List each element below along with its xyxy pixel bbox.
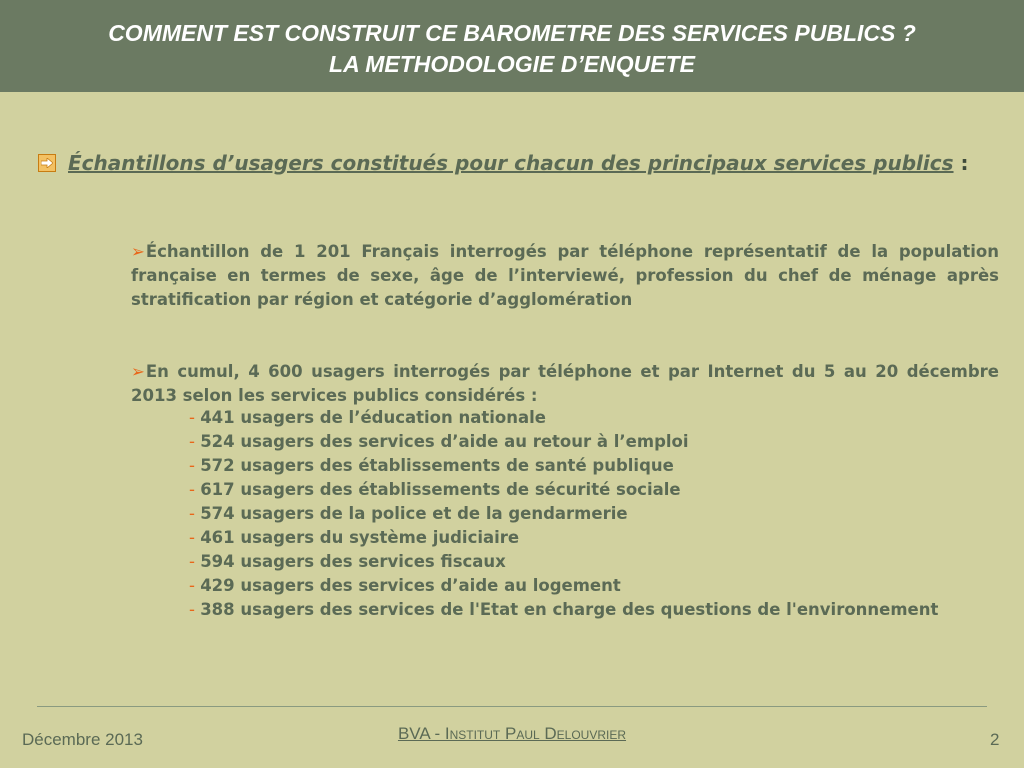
users-list — [189, 406, 949, 622]
list-item: - 524 usagers des services d’aide au retour à l’emploi — [189, 432, 689, 451]
dash-icon: - — [189, 576, 201, 595]
slide-header — [0, 0, 1024, 92]
chevron-right-icon: ➢ — [131, 362, 145, 381]
cumulative-paragraph — [131, 360, 999, 408]
dash-icon: - — [189, 600, 201, 619]
dash-icon: - — [189, 432, 201, 451]
dash-icon: - — [189, 408, 201, 427]
arrow-right-box-icon — [38, 154, 56, 172]
list-item: - 429 usagers des services d’aide au logement — [189, 576, 621, 595]
footer-date: Décembre 2013 — [22, 730, 143, 749]
cumulative-paragraph-text: En cumul, 4 600 usagers interrogés par téléphone et par Internet du 5 au 20 décembre 2013 selon les services publics considérés : — [131, 362, 999, 405]
list-item: - 461 usagers du système judiciaire — [189, 528, 520, 547]
slide-title-line1: COMMENT EST CONSTRUIT CE BAROMETRE DES SERVICES PUBLICS ? — [108, 20, 916, 46]
intro-colon: : — [953, 151, 969, 175]
page-number: 2 — [990, 730, 1000, 749]
chevron-right-icon: ➢ — [131, 242, 145, 261]
dash-icon: - — [189, 552, 201, 571]
list-item: - 574 usagers de la police et de la gendarmerie — [189, 504, 628, 523]
slide-title-line2: LA METHODOLOGIE D’ENQUETE — [329, 51, 695, 77]
dash-icon: - — [189, 528, 201, 547]
list-item: - 441 usagers de l’éducation nationale — [189, 408, 546, 427]
sample-paragraph-text: Échantillon de 1 201 Français interrogés par téléphone représentatif de la population française en termes de sexe, âge de l’interviewé, profession du chef de ménage après stratification par région et catégorie d’agglomération — [131, 242, 999, 309]
dash-icon: - — [189, 456, 201, 475]
list-item: - 594 usagers des services fiscaux — [189, 552, 506, 571]
dash-icon: - — [189, 480, 201, 499]
footer-divider — [37, 706, 987, 707]
list-item: - 572 usagers des établissements de santé publique — [189, 456, 674, 475]
dash-icon: - — [189, 504, 201, 523]
intro-underlined-text: Échantillons d’usagers constitués pour chacun des principaux services publics — [68, 151, 954, 175]
footer-brand: BVA - Institut Paul Delouvrier — [397, 724, 627, 743]
list-item: - 617 usagers des établissements de sécurité sociale — [189, 480, 681, 499]
intro-heading — [68, 148, 998, 179]
sample-paragraph — [131, 240, 999, 312]
list-item: - 388 usagers des services de l'Etat en charge des questions de l'environnement — [189, 600, 939, 619]
